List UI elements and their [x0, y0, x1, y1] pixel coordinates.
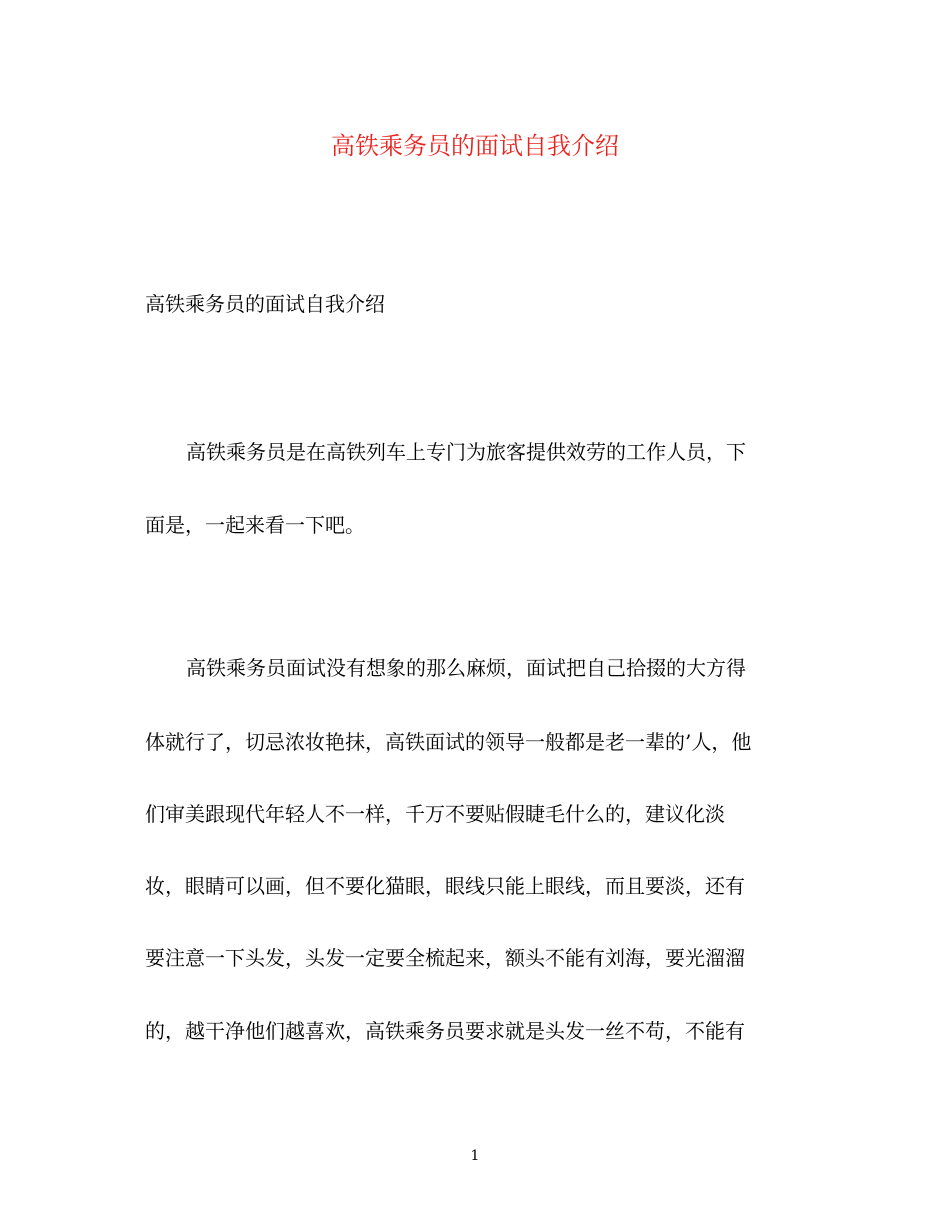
article-subheading: 高铁乘务员的面试自我介绍: [145, 292, 385, 316]
page-number: 1: [470, 1148, 480, 1164]
document-title: 高铁乘务员的面试自我介绍: [331, 132, 619, 160]
paragraph-2-line-1: 高铁乘务员面试没有想象的那么麻烦，面试把自己拾掇的大方得: [186, 656, 746, 680]
paragraph-1-line-1: 高铁乘务员是在高铁列车上专门为旅客提供效劳的工作人员，下: [186, 440, 746, 464]
paragraph-2-line-2: 体就行了，切忌浓妆艳抹，高铁面试的领导一般都是老一辈的’人，他: [145, 730, 752, 754]
paragraph-2-line-5: 要注意一下头发，头发一定要全梳起来，额头不能有刘海，要光溜溜: [145, 946, 745, 970]
paragraph-2-line-3: 们审美跟现代年轻人不一样，千万不要贴假睫毛什么的，建议化淡: [145, 802, 725, 826]
paragraph-2-line-4: 妆，眼睛可以画，但不要化猫眼，眼线只能上眼线，而且要淡，还有: [145, 874, 745, 898]
paragraph-1-line-2: 面是，一起来看一下吧。: [145, 513, 365, 537]
paragraph-2-line-6: 的，越干净他们越喜欢，高铁乘务员要求就是头发一丝不苟，不能有: [145, 1019, 745, 1043]
